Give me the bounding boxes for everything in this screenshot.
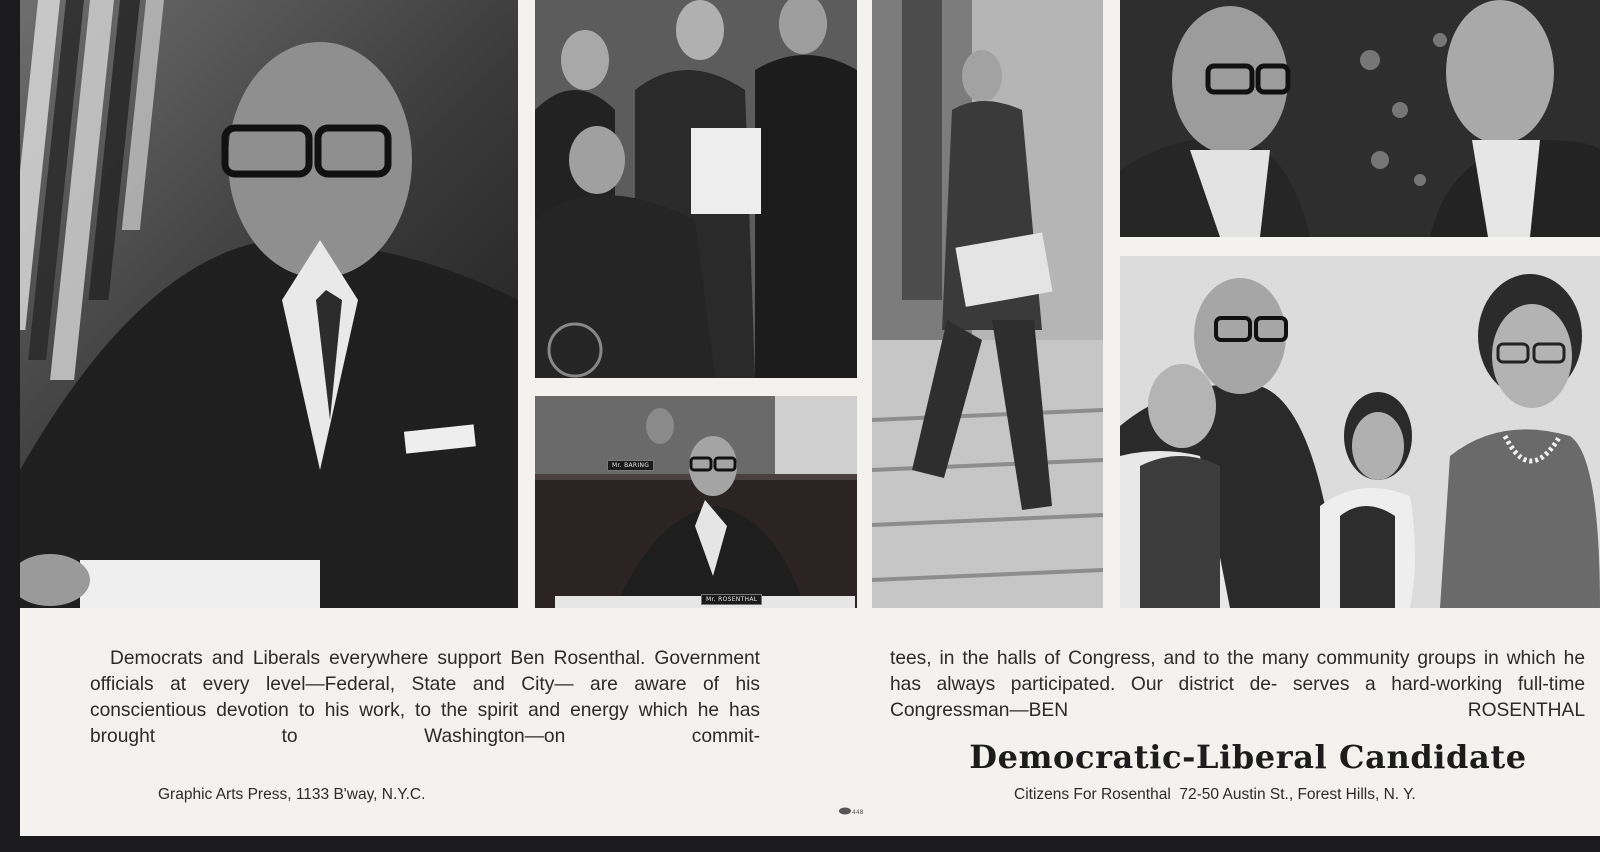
body-text-paragraph-2: tees, in the halls of Congress, and to the many community groups in which he has always participated. Our district de- serves a hard-working full-time Congressman—BEN ROSENTHAL [890, 648, 1585, 721]
union-label-number: 448 [852, 809, 864, 816]
photo-portrait-at-desk [20, 0, 518, 608]
desk-nameplate-baring: Mr. BARING [607, 460, 654, 471]
photo-family [1120, 256, 1600, 608]
printer-credit: Graphic Arts Press, 1133 B'way, N.Y.C. [158, 786, 426, 803]
desk-nameplate-rosenthal: Mr. ROSENTHAL [701, 594, 762, 605]
body-text-column-1 [90, 646, 760, 750]
candidate-headline: Democratic-Liberal Candidate [969, 738, 1527, 776]
sponsor-address: Citizens For Rosenthal 72-50 Austin St., Forest Hills, N. Y. [1014, 786, 1416, 803]
photo-certificate-presentation [535, 0, 857, 378]
union-label-mark [838, 806, 866, 816]
body-text-column-2 [890, 646, 1585, 724]
campaign-brochure [20, 0, 1600, 836]
photo-climbing-steps [872, 0, 1103, 608]
body-text-paragraph-1: Democrats and Liberals everywhere support Ben Rosenthal. Government officials at every level—Federal, State and City— are aware of his conscientious devotion to his work, to the spirit and energy which he has brought to Washington—on commit- [90, 648, 760, 747]
photo-with-president [1120, 0, 1600, 237]
photo-committee-desk [535, 396, 857, 608]
